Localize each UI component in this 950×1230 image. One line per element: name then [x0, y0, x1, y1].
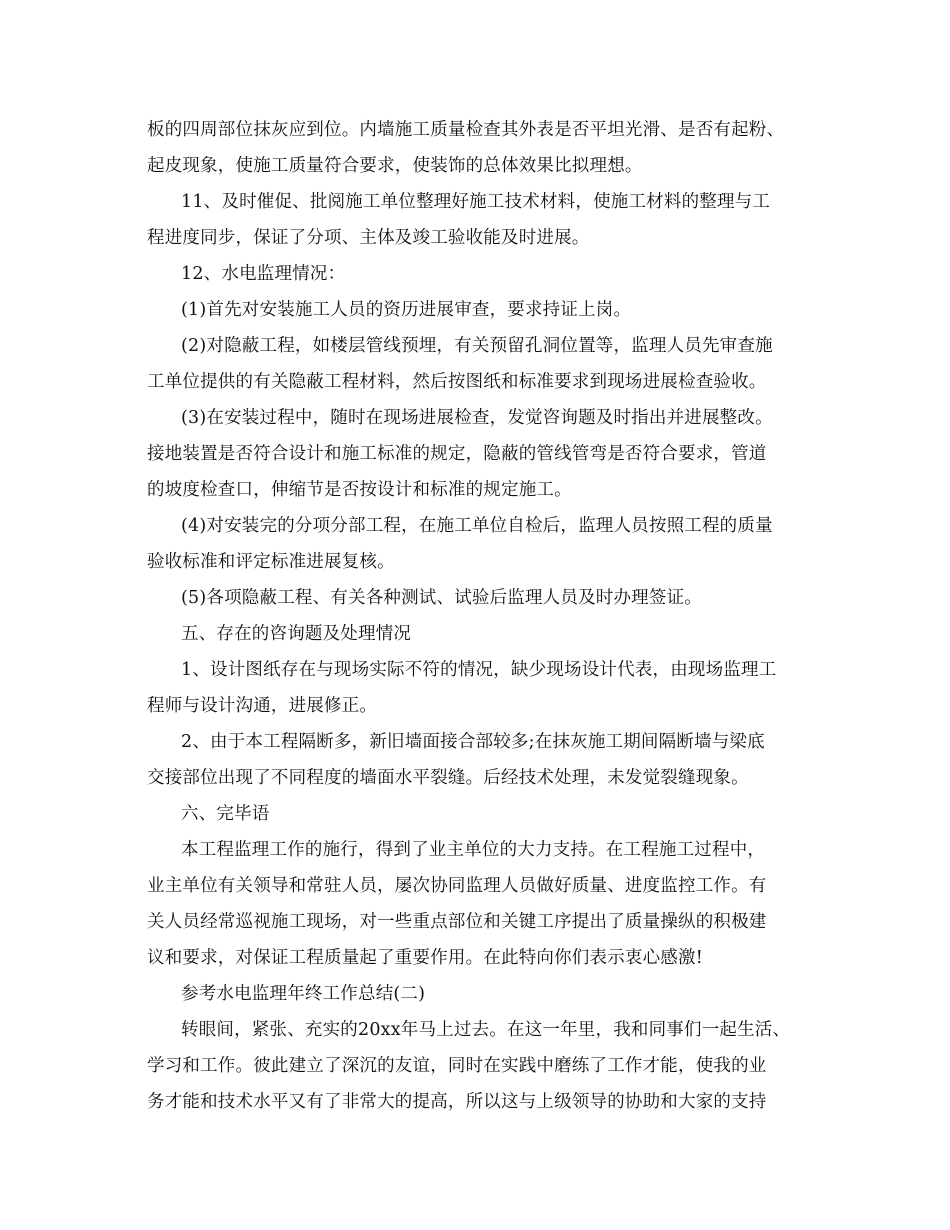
- text-line: 的坡度检查口，伸缩节是否按设计和标准的规定施工。: [147, 480, 572, 500]
- text-line: 转眼间，紧张、充实的20xx年马上过去。在这一年里，我和同事们一起生活、: [181, 1020, 791, 1040]
- text-line: 学习和工作。彼此建立了深沉的友谊，同时在实践中磨练了工作才能，使我的业: [147, 1056, 767, 1076]
- text-line: 验收标准和评定标准进展复核。: [147, 552, 395, 572]
- text-line: 交接部位出现了不同程度的墙面水平裂缝。后经技术处理，未发觉裂缝现象。: [147, 768, 749, 788]
- text-line: (4)对安装完的分项分部工程，在施工单位自检后，监理人员按照工程的质量: [181, 516, 773, 536]
- text-line: 业主单位有关领导和常驻人员，屡次协同监理人员做好质量、进度监控工作。有: [147, 876, 767, 896]
- text-line: 务才能和技术水平又有了非常大的提高，所以这与上级领导的协助和大家的支持: [147, 1092, 767, 1112]
- text-line: 板的四周部位抹灰应到位。内墙施工质量检查其外表是否平坦光滑、是否有起粉、: [147, 120, 785, 140]
- text-line: 12、水电监理情况：: [181, 264, 346, 284]
- text-line: (3)在安装过程中，随时在现场进展检查，发觉咨询题及时指出并进展整改。: [181, 408, 773, 428]
- text-line: 接地装置是否符合设计和施工标准的规定，隐蔽的管线管弯是否符合要求，管道: [147, 444, 767, 464]
- text-line: (1)首先对安装施工人员的资历进展审查，要求持证上岗。: [181, 300, 632, 320]
- text-line: 起皮现象，使施工质量符合要求，使装饰的总体效果比拟理想。: [147, 156, 643, 176]
- text-line: 议和要求，对保证工程质量起了重要作用。在此特向你们表示衷心感激!: [147, 948, 703, 968]
- text-line: 本工程监理工作的施行，得到了业主单位的大力支持。在工程施工过程中，: [181, 840, 766, 860]
- text-line: 工单位提供的有关隐蔽工程材料，然后按图纸和标准要求到现场进展检查验收。: [147, 372, 767, 392]
- text-line: 1、设计图纸存在与现场实际不符的情况，缺少现场设计代表，由现场监理工: [181, 660, 777, 680]
- section-heading: 五、存在的咨询题及处理情况: [181, 624, 412, 644]
- text-line: (5)各项隐蔽工程、有关各种测试、试验后监理人员及时办理签证。: [181, 588, 702, 608]
- text-line: 程进度同步，保证了分项、主体及竣工验收能及时进展。: [147, 228, 590, 248]
- section-heading: 六、完毕语: [181, 804, 270, 824]
- text-line: 程师与设计沟通，进展修正。: [147, 696, 378, 716]
- text-line: 11、及时催促、批阅施工单位整理好施工技术材料，使施工材料的整理与工: [181, 192, 771, 212]
- section-heading: 参考水电监理年终工作总结(二): [181, 984, 426, 1004]
- text-line: 2、由于本工程隔断多，新旧墙面接合部较多;在抹灰施工期间隔断墙与梁底: [181, 732, 765, 752]
- text-line: (2)对隐蔽工程，如楼层管线预埋，有关预留孔洞位置等，监理人员先审查施: [181, 336, 773, 356]
- text-line: 关人员经常巡视施工现场，对一些重点部位和关键工序提出了质量操纵的积极建: [147, 912, 767, 932]
